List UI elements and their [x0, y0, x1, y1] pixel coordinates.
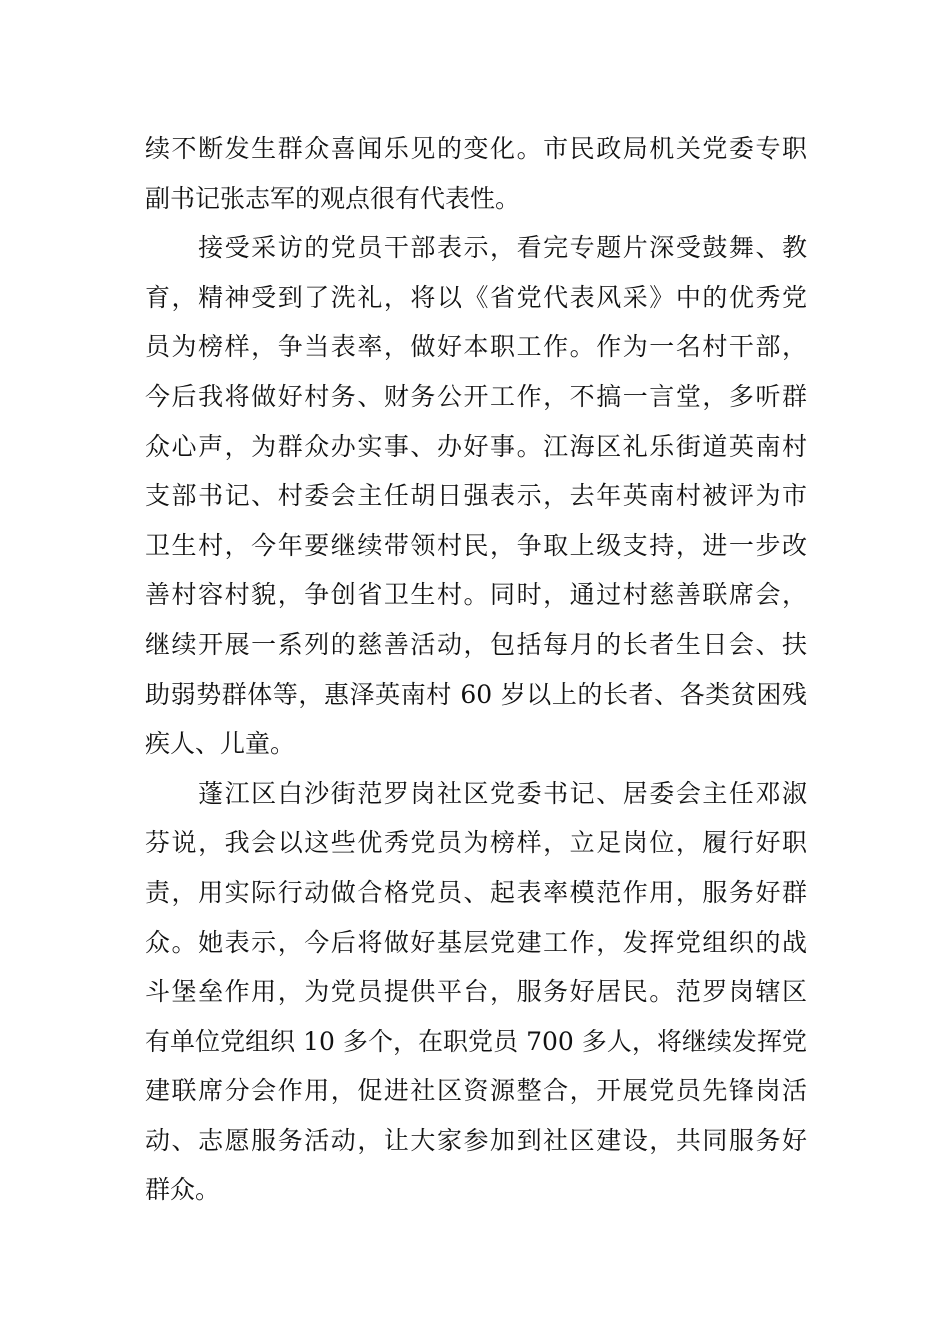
text-line: 卫生村，今年要继续带领村民，争取上级支持，进一步改 [145, 530, 807, 560]
text-line: 蓬江区白沙街范罗岗社区党委书记、居委会主任邓淑 [145, 778, 807, 808]
paragraph-1 [145, 124, 807, 223]
text-line: 众心声，为群众办实事、办好事。江海区礼乐街道英南村 [145, 431, 807, 461]
text-line: 善村容村貌，争创省卫生村。同时，通过村慈善联席会， [145, 580, 807, 610]
text-line: 今后我将做好村务、财务公开工作，不搞一言堂，多听群 [145, 381, 807, 411]
text-line: 建联席分会作用，促进社区资源整合，开展党员先锋岗活 [145, 1076, 807, 1106]
paragraph-2 [145, 223, 807, 769]
text-line: 继续开展一系列的慈善活动，包括每月的长者生日会、扶 [145, 629, 807, 659]
article-body [145, 124, 807, 1215]
text-line: 员为榜样，争当表率，做好本职工作。作为一名村干部， [145, 332, 807, 362]
text-line: 有单位党组织 10 多个，在职党员 700 多人，将继续发挥党 [145, 1026, 807, 1056]
text-line: 芬说，我会以这些优秀党员为榜样，立足岗位，履行好职 [145, 828, 807, 858]
text-line: 斗堡垒作用，为党员提供平台，服务好居民。范罗岗辖区 [145, 977, 807, 1007]
text-line: 助弱势群体等，惠泽英南村 60 岁以上的长者、各类贫困残 [145, 679, 807, 709]
text-line: 副书记张志军的观点很有代表性。 [145, 183, 521, 213]
text-line: 众。她表示，今后将做好基层党建工作，发挥党组织的战 [145, 927, 807, 957]
text-line: 动、志愿服务活动，让大家参加到社区建设，共同服务好 [145, 1125, 807, 1155]
paragraph-3 [145, 769, 807, 1215]
text-line: 疾人、儿童。 [145, 729, 296, 759]
text-line: 责，用实际行动做合格党员、起表率模范作用，服务好群 [145, 877, 807, 907]
text-line: 接受采访的党员干部表示，看完专题片深受鼓舞、教 [145, 233, 807, 263]
text-line: 群众。 [145, 1175, 221, 1205]
text-line: 育，精神受到了洗礼，将以《省党代表风采》中的优秀党 [145, 282, 807, 312]
text-line: 支部书记、村委会主任胡日强表示，去年英南村被评为市 [145, 481, 807, 511]
text-line: 续不断发生群众喜闻乐见的变化。市民政局机关党委专职 [145, 134, 807, 163]
